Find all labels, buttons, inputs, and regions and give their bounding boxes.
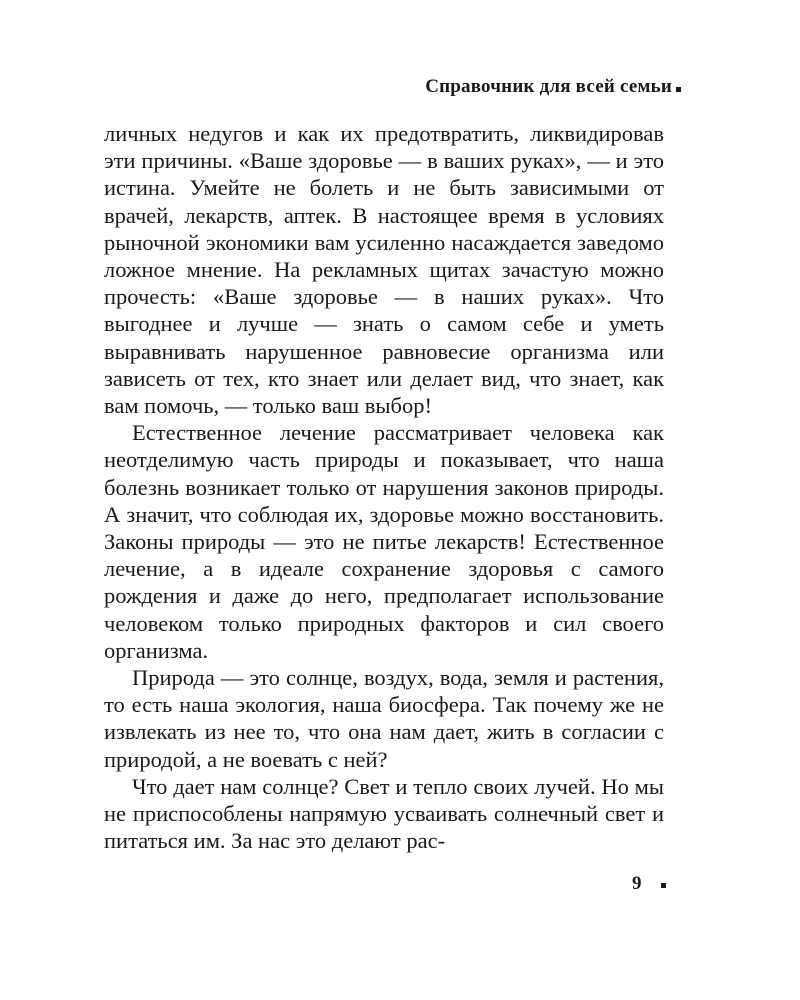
paragraph-nature: Природа — это солнце, воздух, вода, земля и растения, то есть наша экология, наша биосфера. Так почему же не извлекать из нее то, что она нам дает, жить в согласии с природой, а не воевать с ней? [104,665,664,772]
page-number: 9 [632,873,642,894]
running-header: Справочник для всей семьи [425,76,672,97]
body-text [104,120,664,854]
header-square-marker [676,87,681,92]
page-number-square-marker [661,883,666,888]
paragraph-sun: Что дает нам солнце? Свет и тепло своих лучей. Но мы не приспособлены напрямую усваивать солнечный свет и питаться им. За нас это делают рас- [104,773,664,854]
paragraph-natural-treatment: Естественное лечение рассматривает человека как неотделимую часть природы и показывает, что наша болезнь возникает только от нарушения законов природы. А значит, что соблюдая их, здоровье можно восстановить. Законы природы — это не питье лекарств! Естественное лечение, а в идеале сохранение здоровья с самого рождения и даже до него, предполагает использование человеком только природных факторов и сил своего организма. [104,420,664,663]
paragraph-continuation: личных недугов и как их предотвратить, ликвидировав эти причины. «Ваше здоровье — в ваших руках», — и это истина. Умейте не болеть и не быть зависимыми от врачей, лекарств, аптек. В настоящее время в условиях рыночной экономики вам усиленно насаждается заведомо ложное мнение. На рекламных щитах зачастую можно прочесть: «Ваше здоровье — в наших руках». Что выгоднее и лучше — знать о самом себе и уметь выравнивать нарушенное равновесие организма или зависеть от тех, кто знает или делает вид, что знает, как вам помочь, — только ваш выбор! [104,121,664,419]
